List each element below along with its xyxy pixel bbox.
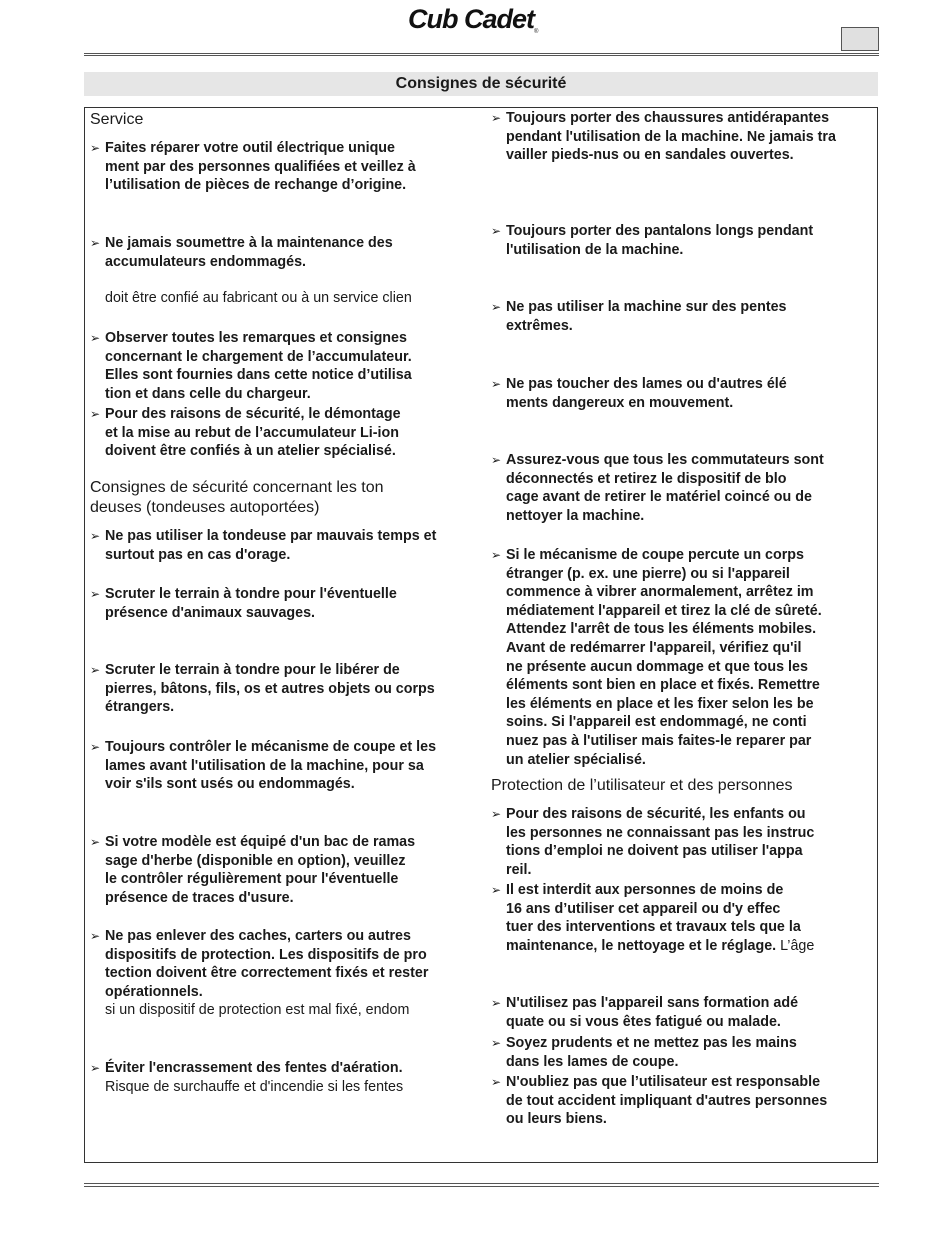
bullet-arrow-icon: ➢ bbox=[90, 835, 101, 849]
header-rule-2 bbox=[84, 55, 879, 56]
bullet-arrow-icon: ➢ bbox=[491, 224, 502, 238]
list-item bbox=[491, 222, 813, 259]
bullet-arrow-icon: ➢ bbox=[491, 453, 502, 467]
bullet-arrow-icon: ➢ bbox=[491, 1036, 502, 1050]
list-item bbox=[491, 805, 814, 879]
list-item bbox=[90, 234, 393, 271]
list-item-text: Scruter le terrain à tondre pour l'éventuelle présence d'animaux sauvages. bbox=[105, 586, 397, 621]
list-item-text: Faites réparer votre outil électrique unique ment par des personnes qualifiées et veillez à l’utilisation de pièces de rechange d’origine. bbox=[105, 140, 416, 194]
bullet-arrow-icon: ➢ bbox=[90, 141, 101, 155]
list-item-text: Il est interdit aux personnes de moins de 16 ans d’utiliser cet appareil ou d'y effec tuer des interventions et travaux tels que la maintenance, le nettoyage et le réglage. bbox=[506, 882, 801, 954]
note-text: doit être confié au fabricant ou à un service clien bbox=[105, 290, 412, 306]
list-item-tail: L’âge bbox=[776, 937, 815, 954]
list-item bbox=[90, 661, 435, 717]
list-item bbox=[491, 994, 798, 1031]
list-item bbox=[491, 546, 822, 769]
bullet-arrow-icon: ➢ bbox=[491, 883, 502, 897]
list-item-text: Éviter l'encrassement des fentes d'aération. bbox=[105, 1060, 403, 1076]
bullet-arrow-icon: ➢ bbox=[90, 1061, 101, 1075]
mower-heading: Consignes de sécurité concernant les ton deuses (tondeuses autoportées) bbox=[90, 479, 384, 516]
bullet-arrow-icon: ➢ bbox=[90, 587, 101, 601]
list-item bbox=[491, 1034, 797, 1071]
list-item bbox=[491, 451, 824, 525]
bullet-arrow-icon: ➢ bbox=[491, 548, 502, 562]
list-item bbox=[90, 139, 416, 195]
section-title: Consignes de sécurité bbox=[84, 72, 878, 96]
footer-rule bbox=[84, 1183, 879, 1184]
list-item bbox=[491, 375, 787, 412]
list-item-text: Toujours porter des chaussures antidérapantes pendant l'utilisation de la machine. Ne jamais tra vailler pieds-nus ou en sandales ouvertes. bbox=[506, 110, 836, 164]
list-item-text: Scruter le terrain à tondre pour le libérer de pierres, bâtons, fils, os et autres objets ou corps étrangers. bbox=[105, 662, 435, 716]
bullet-arrow-icon: ➢ bbox=[90, 929, 101, 943]
list-item-text: Ne pas utiliser la tondeuse par mauvais temps et surtout pas en cas d'orage. bbox=[105, 528, 437, 563]
note-text: si un dispositif de protection est mal fixé, endom bbox=[105, 1002, 410, 1018]
list-item bbox=[491, 298, 787, 335]
bullet-arrow-icon: ➢ bbox=[491, 996, 502, 1010]
protection-heading: Protection de l’utilisateur et des personnes bbox=[491, 777, 793, 794]
list-item bbox=[90, 833, 415, 907]
list-item-text: N'utilisez pas l'appareil sans formation adé quate ou si vous êtes fatigué ou malade. bbox=[506, 995, 799, 1030]
list-item-text: Pour des raisons de sécurité, les enfants ou les personnes ne connaissant pas les instruc tions d’emploi ne doivent pas utiliser l'appa reil. bbox=[506, 806, 815, 878]
list-item bbox=[90, 405, 401, 461]
service-heading: Service bbox=[90, 111, 144, 128]
bullet-arrow-icon: ➢ bbox=[90, 407, 101, 421]
footer-rule-2 bbox=[84, 1186, 879, 1187]
list-item bbox=[90, 1059, 403, 1078]
list-item-text: Toujours contrôler le mécanisme de coupe et les lames avant l'utilisation de la machine, pour sa voir s'ils sont usés ou endommagés. bbox=[105, 739, 437, 793]
bullet-arrow-icon: ➢ bbox=[491, 111, 502, 125]
bullet-arrow-icon: ➢ bbox=[90, 740, 101, 754]
list-item bbox=[491, 1073, 827, 1129]
bullet-arrow-icon: ➢ bbox=[90, 331, 101, 345]
list-item bbox=[491, 109, 836, 165]
list-item-text: Assurez-vous que tous les commutateurs sont déconnectés et retirez le dispositif de blo cage avant de retirer le matériel coincé ou de nettoyer la machine. bbox=[506, 452, 824, 524]
bullet-arrow-icon: ➢ bbox=[90, 529, 101, 543]
list-item-text: Pour des raisons de sécurité, le démontage et la mise au rebut de l’accumulateur Li-ion doivent être confiés à un atelier spécialisé. bbox=[105, 406, 401, 460]
list-item bbox=[90, 738, 436, 794]
list-item-text: Ne pas utiliser la machine sur des pentes extrêmes. bbox=[506, 299, 787, 334]
list-item bbox=[90, 527, 436, 564]
list-item-text: Si votre modèle est équipé d'un bac de ramas sage d'herbe (disponible en option), veuillez le contrôler régulièrement pour l'éventuelle présence de traces d'usure. bbox=[105, 834, 416, 906]
note-text: Risque de surchauffe et d'incendie si les fentes bbox=[105, 1079, 404, 1095]
list-item-text: Soyez prudents et ne mettez pas les mains dans les lames de coupe. bbox=[506, 1035, 797, 1070]
list-item-text: Si le mécanisme de coupe percute un corps étranger (p. ex. une pierre) ou si l'appareil commence à vibrer anormalement, arrêtez im médiatement l'appareil et tirez la clé de sûreté. Attendez l'arrêt de tous les éléments mobiles. Avant de redémarrer l'appareil, vérifiez qu'il ne présente aucun dommage et que tous les éléments sont bien en place et fixés. Remettre les éléments en place et les fixer selon les be soins. Si l'appareil est endommagé, ne conti nuez pas à l'utiliser mais faites-le reparer par un atelier spécialisé. bbox=[506, 547, 822, 768]
list-item bbox=[90, 329, 412, 403]
list-item bbox=[90, 585, 397, 622]
list-item-text: Ne pas enlever des caches, carters ou autres dispositifs de protection. Les dispositifs de pro tection doivent être correctement fixés et rester opérationnels. bbox=[105, 928, 429, 1000]
list-item-text: Observer toutes les remarques et consignes concernant le chargement de l’accumulateur. Elles sont fournies dans cette notice d’utilisa tion et dans celle du chargeur. bbox=[105, 330, 412, 402]
list-item-text: N'oubliez pas que l’utilisateur est responsable de tout accident impliquant d'autres personnes ou leurs biens. bbox=[506, 1074, 828, 1128]
cub-cadet-logo bbox=[398, 4, 578, 38]
list-item-text: Toujours porter des pantalons longs pendant l'utilisation de la machine. bbox=[506, 223, 814, 258]
registered-mark: ® bbox=[534, 29, 539, 35]
brand-name: Cub Cadet bbox=[408, 4, 534, 34]
bullet-arrow-icon: ➢ bbox=[491, 807, 502, 821]
list-item-text: Ne pas toucher des lames ou d'autres élé ments dangereux en mouvement. bbox=[506, 376, 787, 411]
list-item bbox=[491, 881, 814, 955]
header-rule bbox=[84, 53, 879, 54]
page-number-box bbox=[841, 27, 879, 51]
bullet-arrow-icon: ➢ bbox=[491, 300, 502, 314]
bullet-arrow-icon: ➢ bbox=[491, 377, 502, 391]
bullet-arrow-icon: ➢ bbox=[90, 663, 101, 677]
list-item-text: Ne jamais soumettre à la maintenance des accumulateurs endommagés. bbox=[105, 235, 393, 270]
list-item bbox=[90, 927, 428, 1001]
bullet-arrow-icon: ➢ bbox=[491, 1075, 502, 1089]
bullet-arrow-icon: ➢ bbox=[90, 236, 101, 250]
